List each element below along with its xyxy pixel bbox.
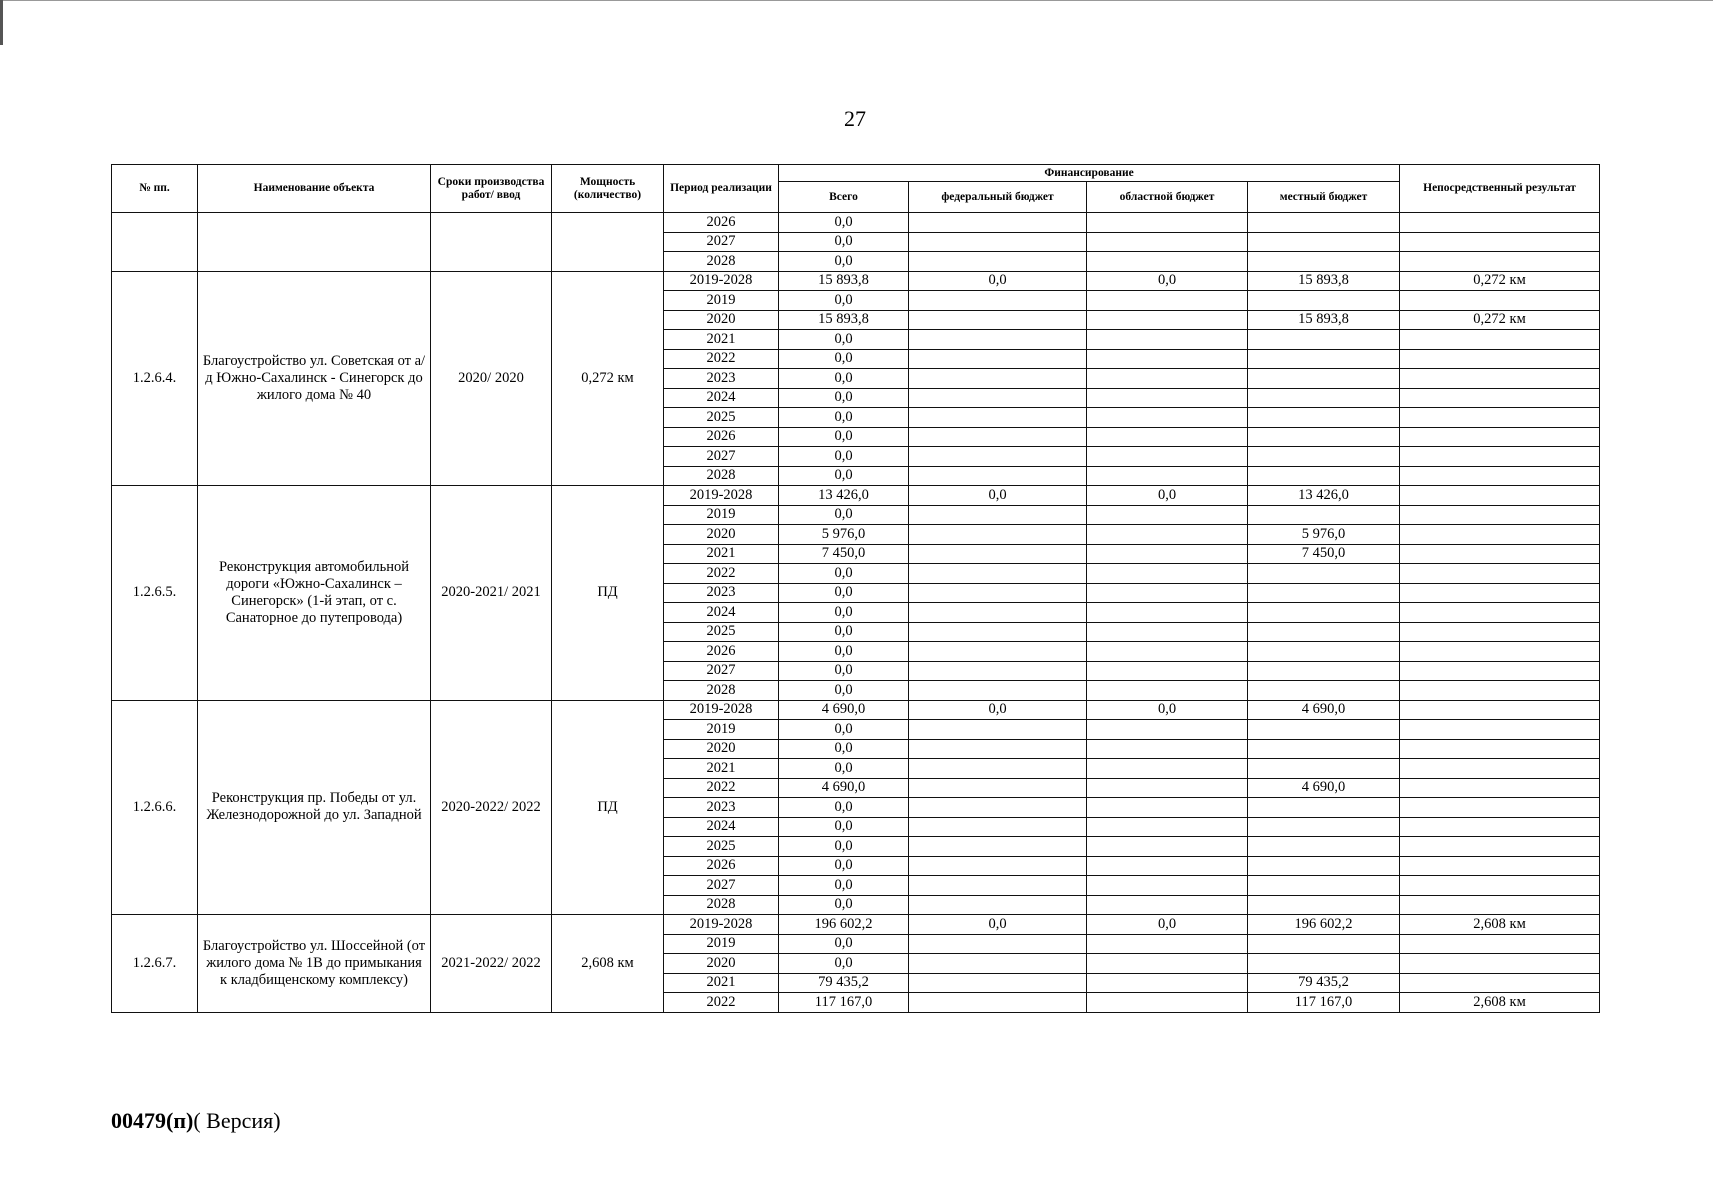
cell-total: 0,0	[779, 739, 909, 759]
cell-federal	[909, 291, 1087, 311]
cell-regional	[1087, 505, 1248, 525]
cell-period: 2025	[664, 622, 779, 642]
cell-federal	[909, 310, 1087, 330]
cell-total: 0,0	[779, 505, 909, 525]
cell-federal	[909, 876, 1087, 896]
cell-total: 117 167,0	[779, 993, 909, 1013]
cell-result	[1400, 876, 1600, 896]
cell-total: 0,0	[779, 759, 909, 779]
document-code	[111, 1108, 281, 1134]
cell-result	[1400, 583, 1600, 603]
cell-total: 0,0	[779, 817, 909, 837]
document-code-suffix: ( Версия)	[193, 1108, 281, 1133]
cell-period: 2019	[664, 720, 779, 740]
cell-result	[1400, 505, 1600, 525]
cell-federal	[909, 993, 1087, 1013]
cell-regional	[1087, 466, 1248, 486]
header-num: № пп.	[112, 165, 198, 213]
cell-regional	[1087, 778, 1248, 798]
cell-result	[1400, 895, 1600, 915]
cell-local	[1248, 349, 1400, 369]
object-capacity: ПД	[552, 486, 664, 701]
cell-num	[112, 213, 198, 272]
cell-period: 2023	[664, 583, 779, 603]
cell-period: 2028	[664, 466, 779, 486]
cell-total: 0,0	[779, 408, 909, 428]
cell-total: 0,0	[779, 954, 909, 974]
table-body	[112, 213, 1600, 1013]
cell-local: 196 602,2	[1248, 915, 1400, 935]
cell-period: 2019	[664, 291, 779, 311]
cell-total: 0,0	[779, 583, 909, 603]
cell-local	[1248, 213, 1400, 233]
cell-federal	[909, 720, 1087, 740]
cell-period: 2026	[664, 427, 779, 447]
cell-regional	[1087, 876, 1248, 896]
cell-period: 2028	[664, 252, 779, 272]
cell-total: 0,0	[779, 876, 909, 896]
cell-name	[198, 213, 431, 272]
cell-local	[1248, 798, 1400, 818]
cell-period: 2023	[664, 369, 779, 389]
cell-total: 0,0	[779, 622, 909, 642]
cell-federal	[909, 564, 1087, 584]
cell-local: 117 167,0	[1248, 993, 1400, 1013]
header-period: Период реализации	[664, 165, 779, 213]
header-result: Непосредственный результат	[1400, 165, 1600, 213]
cell-total: 5 976,0	[779, 525, 909, 545]
scan-left-edge	[0, 0, 3, 45]
cell-regional	[1087, 447, 1248, 467]
cell-result	[1400, 525, 1600, 545]
header-total: Всего	[779, 182, 909, 213]
cell-result	[1400, 291, 1600, 311]
scan-top-edge	[0, 0, 1713, 1]
cell-federal	[909, 739, 1087, 759]
cell-federal	[909, 681, 1087, 701]
cell-regional	[1087, 525, 1248, 545]
cell-federal	[909, 213, 1087, 233]
cell-regional	[1087, 427, 1248, 447]
cell-federal	[909, 895, 1087, 915]
cell-period: 2019-2028	[664, 700, 779, 720]
cell-local	[1248, 388, 1400, 408]
cell-federal: 0,0	[909, 271, 1087, 291]
cell-local	[1248, 369, 1400, 389]
cell-period: 2019-2028	[664, 486, 779, 506]
cell-period: 2024	[664, 603, 779, 623]
cell-local	[1248, 466, 1400, 486]
object-capacity: 0,272 км	[552, 271, 664, 486]
cell-period: 2022	[664, 349, 779, 369]
cell-regional	[1087, 642, 1248, 662]
cell-result	[1400, 466, 1600, 486]
cell-federal	[909, 583, 1087, 603]
cell-federal	[909, 603, 1087, 623]
object-terms: 2020/ 2020	[431, 271, 552, 486]
cell-regional	[1087, 603, 1248, 623]
cell-total: 15 893,8	[779, 310, 909, 330]
table-row	[112, 271, 1600, 291]
cell-result: 2,608 км	[1400, 993, 1600, 1013]
cell-period: 2025	[664, 837, 779, 857]
cell-regional	[1087, 583, 1248, 603]
cell-local	[1248, 505, 1400, 525]
object-terms: 2021-2022/ 2022	[431, 915, 552, 1013]
cell-federal	[909, 837, 1087, 857]
cell-federal	[909, 525, 1087, 545]
cell-total: 0,0	[779, 603, 909, 623]
object-capacity: 2,608 км	[552, 915, 664, 1013]
cell-regional	[1087, 330, 1248, 350]
cell-result	[1400, 603, 1600, 623]
cell-total: 0,0	[779, 427, 909, 447]
cell-total: 7 450,0	[779, 544, 909, 564]
cell-regional	[1087, 544, 1248, 564]
cell-regional	[1087, 408, 1248, 428]
cell-period: 2026	[664, 213, 779, 233]
cell-total: 0,0	[779, 661, 909, 681]
cell-federal	[909, 232, 1087, 252]
cell-result	[1400, 213, 1600, 233]
header-local: местный бюджет	[1248, 182, 1400, 213]
cell-period: 2021	[664, 759, 779, 779]
cell-federal: 0,0	[909, 700, 1087, 720]
cell-result: 0,272 км	[1400, 310, 1600, 330]
cell-local	[1248, 934, 1400, 954]
cell-result	[1400, 973, 1600, 993]
cell-local: 4 690,0	[1248, 778, 1400, 798]
object-terms: 2020-2022/ 2022	[431, 700, 552, 915]
cell-period: 2025	[664, 408, 779, 428]
header-federal: федеральный бюджет	[909, 182, 1087, 213]
cell-regional	[1087, 252, 1248, 272]
page-number: 27	[844, 106, 866, 131]
cell-result	[1400, 486, 1600, 506]
cell-regional	[1087, 232, 1248, 252]
cell-period: 2028	[664, 895, 779, 915]
table-header	[112, 165, 1600, 213]
cell-period: 2022	[664, 993, 779, 1013]
cell-total: 4 690,0	[779, 700, 909, 720]
cell-result	[1400, 837, 1600, 857]
table-row	[112, 700, 1600, 720]
cell-result: 2,608 км	[1400, 915, 1600, 935]
object-name: Благоустройство ул. Советская от а/д Южно-Сахалинск - Синегорск до жилого дома № 40	[198, 271, 431, 486]
cell-result	[1400, 681, 1600, 701]
object-number: 1.2.6.7.	[112, 915, 198, 1013]
cell-regional	[1087, 622, 1248, 642]
cell-period: 2026	[664, 856, 779, 876]
cell-federal	[909, 330, 1087, 350]
object-number: 1.2.6.5.	[112, 486, 198, 701]
cell-local	[1248, 895, 1400, 915]
cell-result	[1400, 739, 1600, 759]
cell-total: 0,0	[779, 837, 909, 857]
cell-local	[1248, 291, 1400, 311]
cell-federal: 0,0	[909, 486, 1087, 506]
cell-period: 2021	[664, 973, 779, 993]
cell-result	[1400, 642, 1600, 662]
cell-federal	[909, 427, 1087, 447]
cell-local	[1248, 583, 1400, 603]
cell-result	[1400, 232, 1600, 252]
table-row	[112, 486, 1600, 506]
cell-federal	[909, 856, 1087, 876]
cell-local	[1248, 876, 1400, 896]
cell-result	[1400, 408, 1600, 428]
object-name: Благоустройство ул. Шоссейной (от жилого дома № 1В до примыкания к кладбищенскому комплексу)	[198, 915, 431, 1013]
cell-regional	[1087, 954, 1248, 974]
cell-federal	[909, 252, 1087, 272]
cell-total: 13 426,0	[779, 486, 909, 506]
header-regional: областной бюджет	[1087, 182, 1248, 213]
cell-total: 0,0	[779, 856, 909, 876]
cell-result	[1400, 622, 1600, 642]
object-name: Реконструкция пр. Победы от ул. Железнодорожной до ул. Западной	[198, 700, 431, 915]
cell-federal	[909, 778, 1087, 798]
cell-federal	[909, 817, 1087, 837]
cell-regional	[1087, 213, 1248, 233]
cell-period: 2019-2028	[664, 271, 779, 291]
cell-regional	[1087, 681, 1248, 701]
cell-federal	[909, 447, 1087, 467]
cell-period: 2028	[664, 681, 779, 701]
cell-local	[1248, 564, 1400, 584]
cell-federal	[909, 759, 1087, 779]
cell-regional: 0,0	[1087, 700, 1248, 720]
cell-total: 0,0	[779, 330, 909, 350]
cell-regional	[1087, 759, 1248, 779]
cell-result	[1400, 564, 1600, 584]
cell-period: 2020	[664, 525, 779, 545]
object-name: Реконструкция автомобильной дороги «Южно-Сахалинск – Синегорск» (1-й этап, от с. Санаторное до путепровода)	[198, 486, 431, 701]
cell-local	[1248, 759, 1400, 779]
cell-federal	[909, 466, 1087, 486]
cell-total: 0,0	[779, 232, 909, 252]
cell-federal	[909, 408, 1087, 428]
cell-period: 2027	[664, 876, 779, 896]
cell-period: 2022	[664, 778, 779, 798]
cell-federal	[909, 544, 1087, 564]
cell-regional	[1087, 291, 1248, 311]
cell-local: 4 690,0	[1248, 700, 1400, 720]
cell-local: 15 893,8	[1248, 271, 1400, 291]
cell-regional	[1087, 720, 1248, 740]
cell-regional	[1087, 798, 1248, 818]
cell-regional	[1087, 349, 1248, 369]
cell-result	[1400, 759, 1600, 779]
cell-total: 15 893,8	[779, 271, 909, 291]
object-terms: 2020-2021/ 2021	[431, 486, 552, 701]
cell-regional	[1087, 388, 1248, 408]
cell-period: 2019	[664, 505, 779, 525]
cell-federal	[909, 954, 1087, 974]
cell-federal	[909, 388, 1087, 408]
cell-total: 0,0	[779, 720, 909, 740]
cell-federal	[909, 349, 1087, 369]
cell-local: 15 893,8	[1248, 310, 1400, 330]
cell-regional	[1087, 817, 1248, 837]
cell-period: 2020	[664, 739, 779, 759]
cell-capacity	[552, 213, 664, 272]
object-number: 1.2.6.6.	[112, 700, 198, 915]
cell-result	[1400, 778, 1600, 798]
cell-local	[1248, 817, 1400, 837]
cell-local	[1248, 837, 1400, 857]
cell-period: 2026	[664, 642, 779, 662]
cell-result	[1400, 661, 1600, 681]
cell-federal: 0,0	[909, 915, 1087, 935]
cell-total: 0,0	[779, 213, 909, 233]
cell-federal	[909, 369, 1087, 389]
header-name: Наименование объекта	[198, 165, 431, 213]
cell-local	[1248, 720, 1400, 740]
cell-result	[1400, 720, 1600, 740]
cell-local	[1248, 330, 1400, 350]
cell-result	[1400, 427, 1600, 447]
cell-period: 2023	[664, 798, 779, 818]
cell-local	[1248, 603, 1400, 623]
cell-total: 0,0	[779, 349, 909, 369]
cell-total: 0,0	[779, 252, 909, 272]
header-financing: Финансирование	[779, 165, 1400, 182]
cell-result	[1400, 700, 1600, 720]
header-terms: Сроки производства работ/ ввод	[431, 165, 552, 213]
header-capacity: Мощность (количество)	[552, 165, 664, 213]
cell-federal	[909, 642, 1087, 662]
cell-local	[1248, 447, 1400, 467]
cell-regional	[1087, 564, 1248, 584]
cell-period: 2021	[664, 330, 779, 350]
cell-result	[1400, 954, 1600, 974]
cell-local: 13 426,0	[1248, 486, 1400, 506]
cell-local	[1248, 661, 1400, 681]
cell-period: 2027	[664, 232, 779, 252]
cell-regional	[1087, 369, 1248, 389]
cell-total: 196 602,2	[779, 915, 909, 935]
cell-local	[1248, 408, 1400, 428]
cell-local	[1248, 642, 1400, 662]
cell-regional	[1087, 661, 1248, 681]
object-number: 1.2.6.4.	[112, 271, 198, 486]
cell-local	[1248, 232, 1400, 252]
cell-result	[1400, 856, 1600, 876]
cell-total: 0,0	[779, 369, 909, 389]
document-code-number: 00479(п)	[111, 1108, 194, 1133]
cell-regional: 0,0	[1087, 915, 1248, 935]
cell-local	[1248, 252, 1400, 272]
cell-local: 79 435,2	[1248, 973, 1400, 993]
cell-period: 2019	[664, 934, 779, 954]
cell-result	[1400, 544, 1600, 564]
cell-regional	[1087, 310, 1248, 330]
cell-total: 0,0	[779, 447, 909, 467]
cell-period: 2021	[664, 544, 779, 564]
cell-total: 0,0	[779, 291, 909, 311]
cell-result	[1400, 798, 1600, 818]
cell-regional	[1087, 837, 1248, 857]
cell-federal	[909, 973, 1087, 993]
cell-total: 0,0	[779, 895, 909, 915]
cell-result	[1400, 369, 1600, 389]
cell-local	[1248, 954, 1400, 974]
cell-period: 2020	[664, 310, 779, 330]
cell-federal	[909, 934, 1087, 954]
cell-local: 5 976,0	[1248, 525, 1400, 545]
cell-result	[1400, 447, 1600, 467]
cell-regional	[1087, 856, 1248, 876]
cell-regional	[1087, 993, 1248, 1013]
cell-result	[1400, 252, 1600, 272]
cell-period: 2019-2028	[664, 915, 779, 935]
cell-result: 0,272 км	[1400, 271, 1600, 291]
cell-total: 0,0	[779, 798, 909, 818]
cell-period: 2027	[664, 661, 779, 681]
cell-local	[1248, 427, 1400, 447]
cell-local	[1248, 739, 1400, 759]
table-row	[112, 213, 1600, 233]
cell-period: 2024	[664, 388, 779, 408]
cell-total: 0,0	[779, 564, 909, 584]
cell-federal	[909, 661, 1087, 681]
cell-regional	[1087, 895, 1248, 915]
cell-local	[1248, 622, 1400, 642]
cell-federal	[909, 622, 1087, 642]
cell-regional	[1087, 739, 1248, 759]
cell-result	[1400, 817, 1600, 837]
cell-total: 0,0	[779, 466, 909, 486]
cell-result	[1400, 934, 1600, 954]
cell-regional	[1087, 934, 1248, 954]
cell-total: 4 690,0	[779, 778, 909, 798]
cell-total: 0,0	[779, 388, 909, 408]
cell-total: 0,0	[779, 934, 909, 954]
cell-total: 79 435,2	[779, 973, 909, 993]
cell-total: 0,0	[779, 642, 909, 662]
cell-regional: 0,0	[1087, 271, 1248, 291]
cell-period: 2027	[664, 447, 779, 467]
cell-result	[1400, 330, 1600, 350]
cell-regional	[1087, 973, 1248, 993]
cell-result	[1400, 388, 1600, 408]
cell-result	[1400, 349, 1600, 369]
cell-federal	[909, 505, 1087, 525]
cell-local	[1248, 856, 1400, 876]
cell-local: 7 450,0	[1248, 544, 1400, 564]
object-capacity: ПД	[552, 700, 664, 915]
cell-total: 0,0	[779, 681, 909, 701]
cell-terms	[431, 213, 552, 272]
table-row	[112, 915, 1600, 935]
cell-regional: 0,0	[1087, 486, 1248, 506]
cell-federal	[909, 798, 1087, 818]
cell-period: 2020	[664, 954, 779, 974]
cell-local	[1248, 681, 1400, 701]
financing-table	[111, 164, 1600, 1013]
cell-period: 2024	[664, 817, 779, 837]
cell-period: 2022	[664, 564, 779, 584]
